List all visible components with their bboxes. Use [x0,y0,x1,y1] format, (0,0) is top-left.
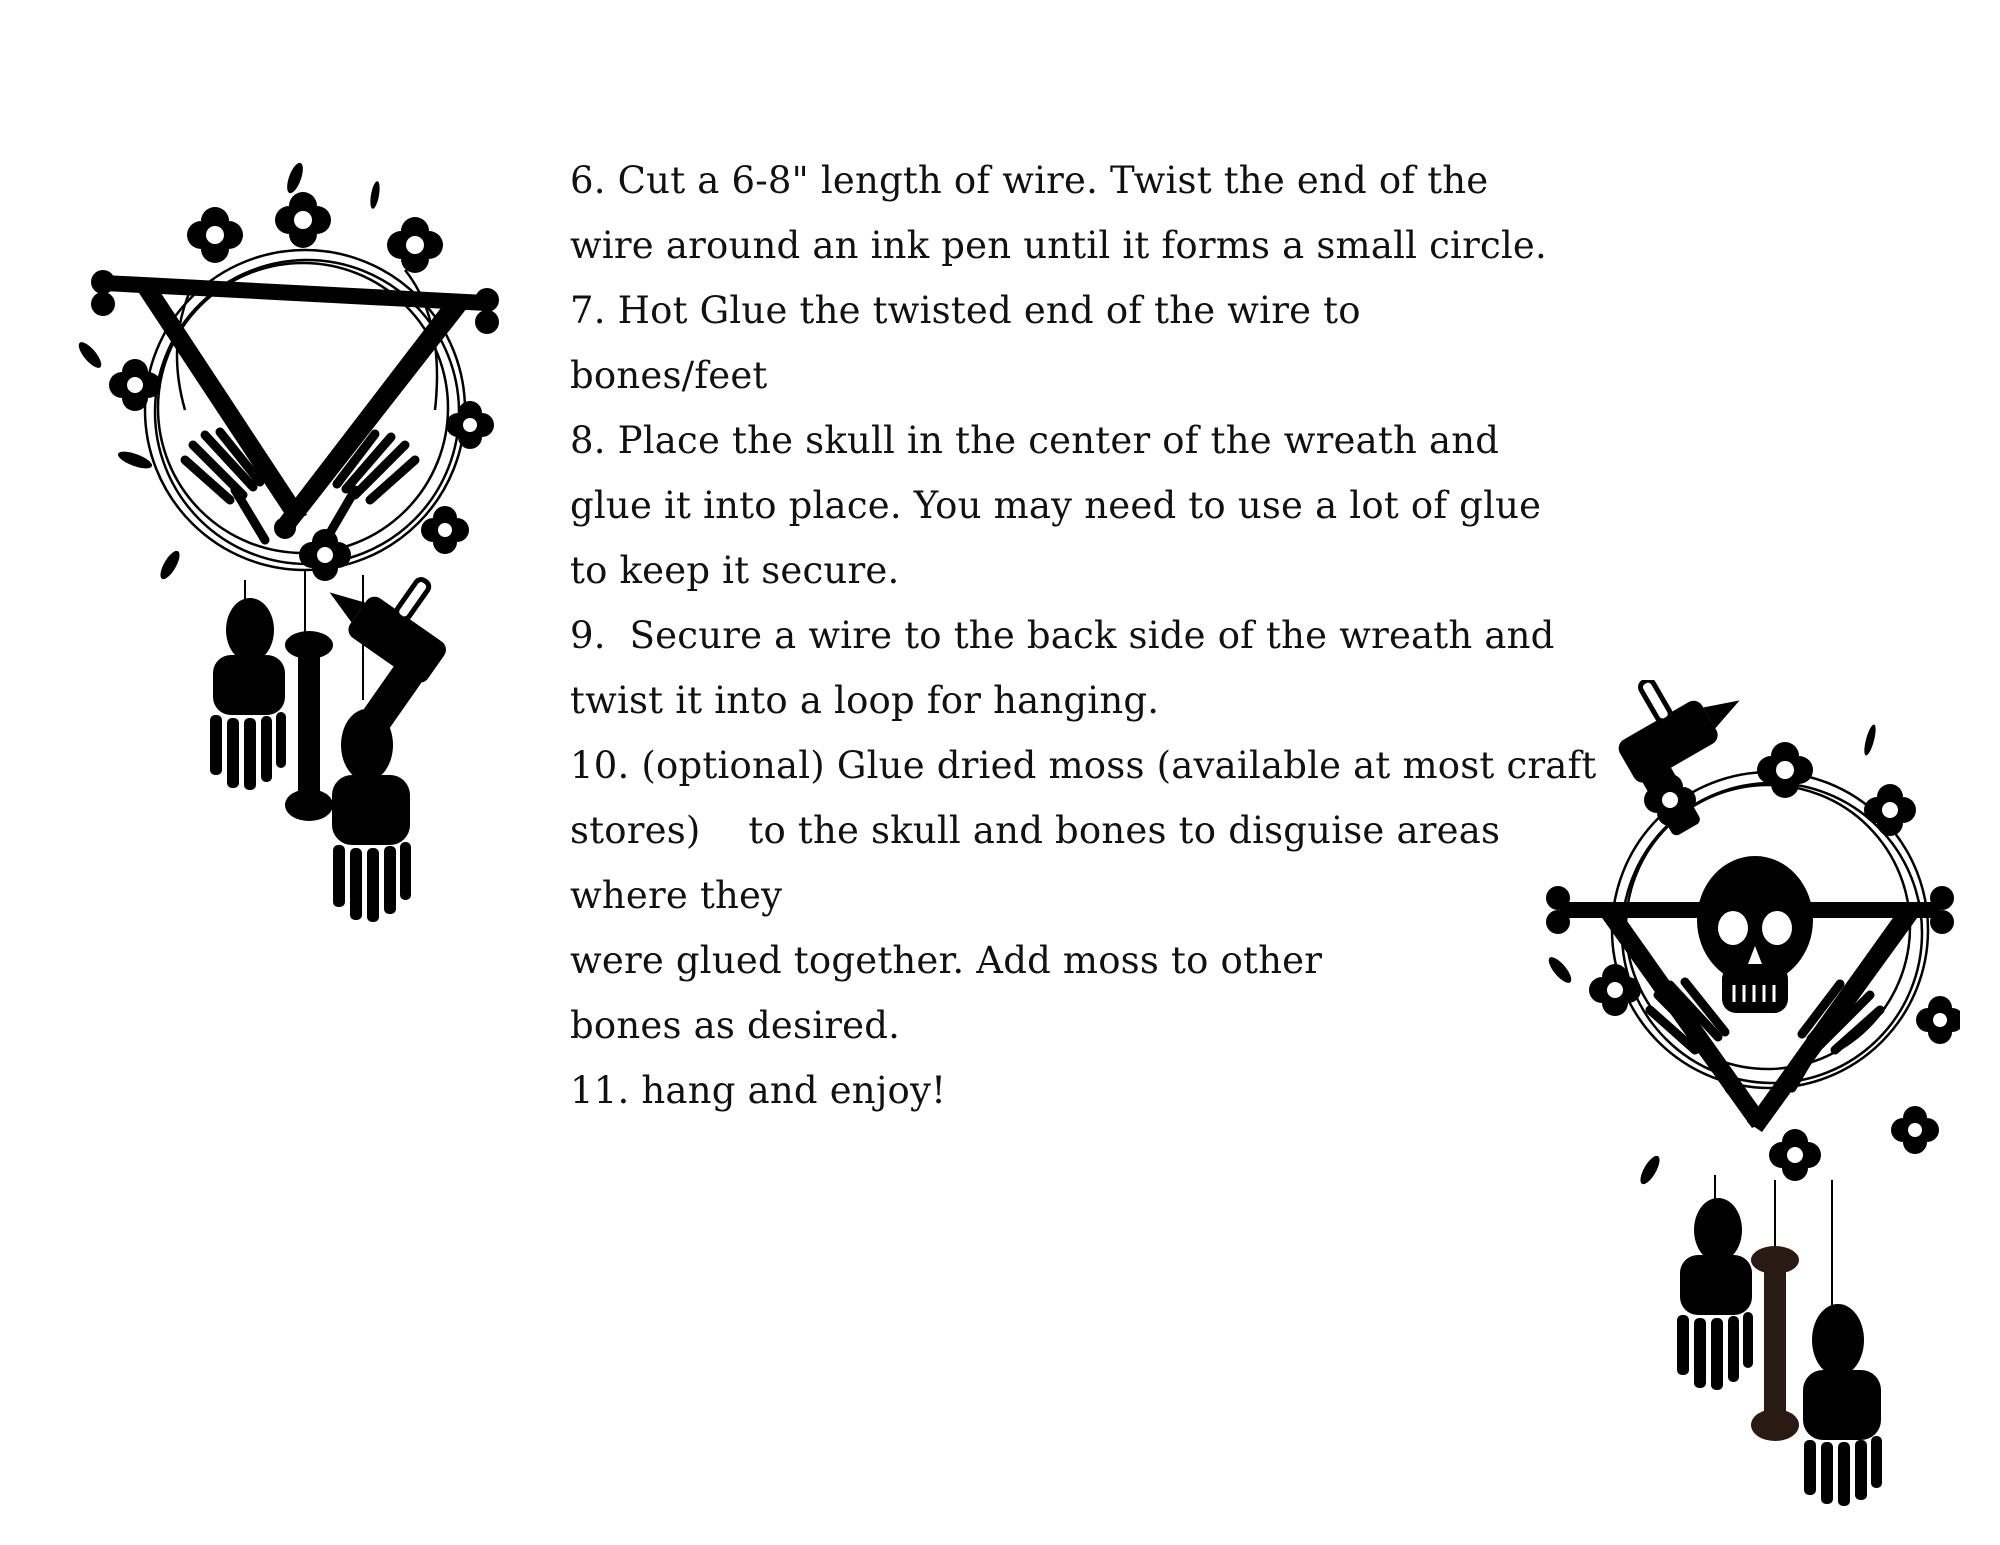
instruction-line: glue it into place. You may need to use a lot of glue [570,484,1542,527]
instruction-line: 11. hang and enjoy! [570,1069,947,1112]
instruction-line: where they [570,874,783,917]
instruction-line: 7. Hot Glue the twisted end of the wire to [570,289,1361,332]
instruction-line: twist it into a loop for hanging. [570,679,1160,722]
skeleton-hands-icon [185,432,415,540]
instruction-line: bones/feet [570,354,768,397]
instruction-line: wire around an ink pen until it forms a small circle. [570,224,1547,267]
instruction-line: 9. Secure a wire to the back side of the wreath and [570,614,1555,657]
right-wreath-illustration [1540,680,1960,1510]
left-wreath-illustration [75,160,555,980]
glue-gun-icon [1595,680,1783,840]
skull-icon [1697,856,1813,1013]
instruction-text [570,148,1597,1123]
instruction-line: 8. Place the skull in the center of the wreath and [570,419,1500,462]
instruction-line: 6. Cut a 6-8" length of wire. Twist the end of the [570,159,1489,202]
instruction-line: 10. (optional) Glue dried moss (available at most craft [570,744,1597,787]
hanging-feet-icon [1677,1198,1882,1506]
instruction-line: bones as desired. [570,1004,901,1047]
instruction-line: stores) to the skull and bones to disguise areas [570,809,1501,852]
instruction-line: to keep it secure. [570,549,900,592]
instruction-line: were glued together. Add moss to other [570,939,1323,982]
